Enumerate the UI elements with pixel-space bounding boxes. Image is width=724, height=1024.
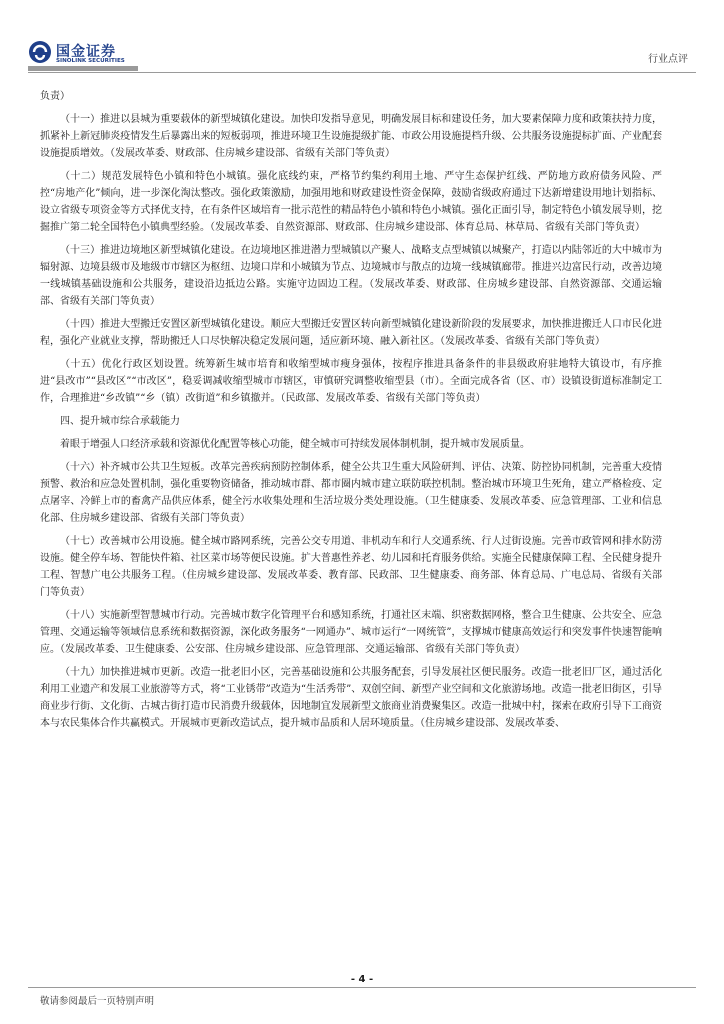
- paragraph: （十一）推进以县城为重要载体的新型城镇化建设。加快印发指导意见，明确发展目标和建设任务，加大要素保障力度和政策扶持力度，抓紧补上新冠肺炎疫情发生后暴露出来的短板弱项，推进环境卫生设施提级扩能、市政公用设施提档升级、公共服务设施提标扩面、产业配套设施提质增效。（发展改革委、财政部、住房城乡建设部、省级有关部门等负责）: [40, 114, 662, 159]
- paragraph: （十三）推进边境地区新型城镇化建设。在边境地区推进潜力型城镇以产聚人、战略支点型城镇以城聚产，打造以内陆邻近的大中城市为辐射源、边境县级市及地级市市辖区为枢纽、边境口岸和小城镇为节点、边境城市与散点的边境一线城镇廊带。推进兴边富民行动，改善边境一线城镇基础设施和公共服务，建设沿边抵边公路。实施守边固边工程。（发展改革委、财政部、住房城乡建设部、自然资源部、交通运输部、省级有关部门等负责）: [40, 245, 662, 307]
- paragraph: （十二）规范发展特色小镇和特色小城镇。强化底线约束，严格节约集约利用土地、严守生态保护红线、严防地方政府债务风险、严控“房地产化”倾向，进一步深化淘汰整改。强化政策激励，加强用地和财政建设性资金保障，鼓励省级政府通过下达新增建设用地计划指标、设立省级专项资金等方式择优支持，在有条件区域培育一批示范性的精品特色小镇和特色小城镇。强化正面引导，制定特色小镇发展导则，挖掘推广第二轮全国特色小镇典型经验。（发展改革委、自然资源部、财政部、住房城乡建设部、体育总局、林草局、省级有关部门等负责）: [40, 171, 662, 233]
- logo-english-name: SINOLINK SECURITIES: [56, 58, 125, 64]
- document-body: [40, 88, 662, 738]
- header-divider: [28, 72, 696, 73]
- paragraph: （十九）加快推进城市更新。改造一批老旧小区，完善基础设施和公共服务配套，引导发展社区便民服务。改造一批老旧厂区，通过活化利用工业遗产和发展工业旅游等方式，将“工业锈带”改造为“生活秀带”、双创空间、新型产业空间和文化旅游场地。改造一批老旧街区，引导商业步行街、文化街、古城古街打造市民消费升级载体，因地制宜发展新型文旅商业消费聚集区。改造一批城中村，探索在政府引导下工商资本与农民集体合作共赢模式。开展城市更新改造试点，提升城市品质和人居环境质量。（住房城乡建设部、发展改革委、: [40, 667, 662, 729]
- section-heading: 四、提升城市综合承载能力: [60, 416, 180, 427]
- report-type-label: 行业点评: [648, 54, 688, 65]
- paragraph: （十五）优化行政区划设置。统筹新生城市培育和收缩型城市瘦身强体，按程序推进具备条件的非县级政府驻地特大镇设市，有序推进“县改市”“县改区”“市改区”，稳妥调减收缩型城市市辖区，审慎研究调整收缩型县（市）。全面完成各省（区、市）设镇设街道标准制定工作，合理推进“乡改镇”“乡（镇）改街道”和乡镇撤并。（民政部、发展改革委、省级有关部门等负责）: [40, 359, 662, 404]
- page-header: [0, 0, 724, 78]
- paragraph: 负责）: [40, 91, 70, 102]
- disclaimer-note: 敬请参阅最后一页特别声明: [40, 996, 155, 1007]
- paragraph: （十四）推进大型搬迁安置区新型城镇化建设。顺应大型搬迁安置区转向新型城镇化建设新阶段的发展要求，加快推进搬迁人口市民化进程，强化产业就业支撑，帮助搬迁人口尽快解决稳定发展问题，适应新环境、融入新社区。（发展改革委、省级有关部门等负责）: [40, 319, 662, 347]
- paragraph: （十八）实施新型智慧城市行动。完善城市数字化管理平台和感知系统，打通社区末端、织密数据网格，整合卫生健康、公共安全、应急管理、交通运输等领域信息系统和数据资源，深化政务服务“一网通办”、城市运行“一网统管”，支撑城市健康高效运行和突发事件快速智能响应。（发展改革委、卫生健康委、公安部、住房城乡建设部、应急管理部、交通运输部、省级有关部门等负责）: [40, 610, 662, 655]
- paragraph: （十七）改善城市公用设施。健全城市路网系统，完善公交专用道、非机动车和行人交通系统、行人过街设施。完善市政管网和排水防涝设施。健全停车场、智能快件箱、社区菜市场等便民设施。扩大普惠性养老、幼儿园和托育服务供给。实施全民健康保障工程、全民健身提升工程、智慧广电公共服务工程。（住房城乡建设部、发展改革委、教育部、民政部、卫生健康委、商务部、体育总局、广电总局、省级有关部门等负责）: [40, 536, 662, 598]
- paragraph: 着眼于增强人口经济承载和资源优化配置等核心功能，健全城市可持续发展体制机制，提升城市发展质量。: [60, 439, 530, 450]
- page-number: - 4 -: [350, 974, 374, 985]
- logo-chinese-name: 国金证券: [56, 44, 116, 60]
- footer-divider: [28, 987, 696, 988]
- sinolink-logo-icon: [28, 40, 52, 64]
- logo-underline: [28, 66, 138, 71]
- paragraph: （十六）补齐城市公共卫生短板。改革完善疾病预防控制体系，健全公共卫生重大风险研判、评估、决策、防控协同机制，完善重大疫情预警、救治和应急处置机制，强化重要物资储备，推动城市群、都市圈内城市建立联防联控机制。整治城市环境卫生死角，建立严格检疫、定点屠宰、冷鲜上市的畜禽产品供应体系，健全污水收集处理和生活垃圾分类处理设施。（卫生健康委、发展改革委、应急管理部、工业和信息化部、住房城乡建设部、省级有关部门等负责）: [40, 462, 662, 524]
